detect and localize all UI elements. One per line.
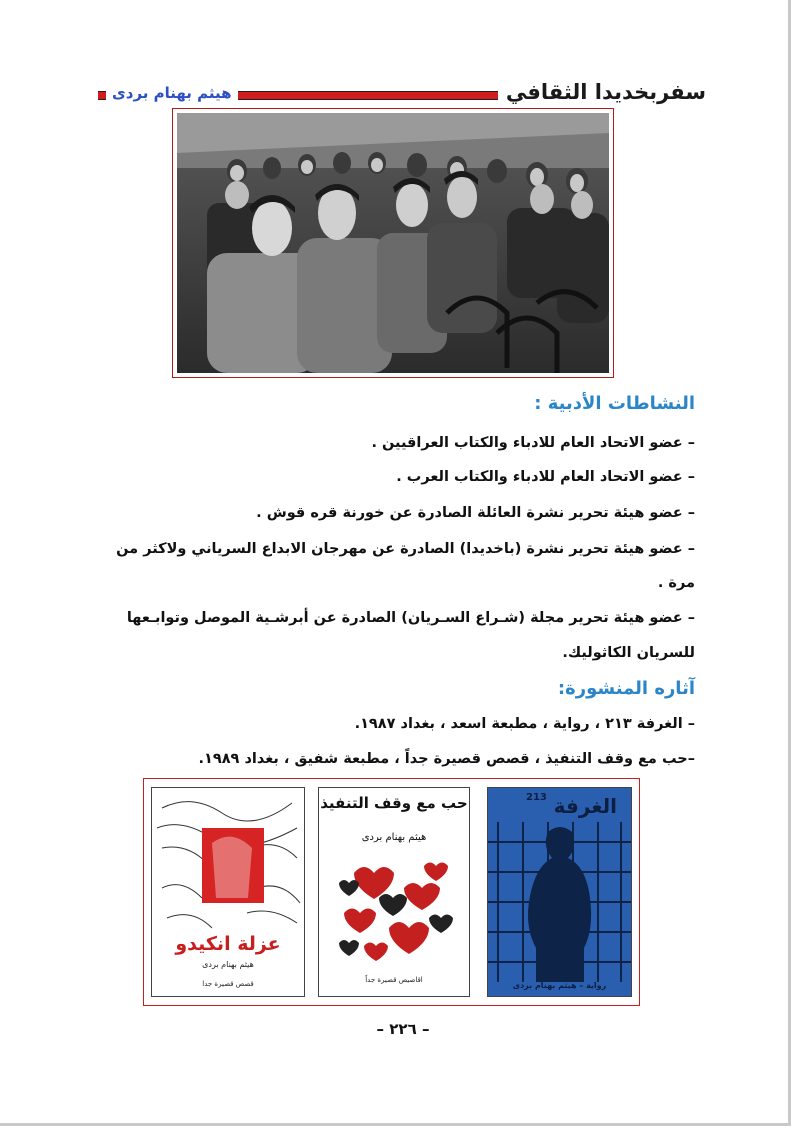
activity-item-4: – عضو هيئة تحرير نشرة (باخديدا) الصادرة عن مهرجان الابداع السرياني ولاكثر من <box>116 541 695 557</box>
cover-right-title: الغرفة <box>553 794 617 818</box>
works-heading: آثاره المنشورة: <box>557 678 695 699</box>
book-cover-left <box>151 787 305 997</box>
cover-middle-author: هيثم بهنام بردى <box>361 832 427 843</box>
header-title: سفربخديدا الثقافي <box>498 77 710 107</box>
cover-left-genre: قصص قصيرة جدا <box>202 980 254 988</box>
header-author: هيثم بهنام بردى <box>106 81 238 105</box>
cover-middle-art <box>334 858 454 968</box>
activity-item-5-cont: للسريان الكاثوليك. <box>562 645 695 661</box>
group-photo-frame <box>172 108 614 378</box>
work-item-1: – الغرفة ٢١٣ ، رواية ، مطبعة اسعد ، بغداد ١٩٨٧. <box>354 716 695 732</box>
activities-heading: النشاطات الأدبية : <box>534 393 695 414</box>
activity-item-4-cont: مرة . <box>657 575 695 591</box>
activity-item-2: – عضو الاتحاد العام للادباء والكتاب العرب . <box>396 469 695 485</box>
work-item-2: –حب مع وقف التنفيذ ، قصص قصيرة جداً ، مطبعة شفيق ، بغداد ١٩٨٩. <box>198 751 695 767</box>
cover-middle-genre: اقاصيص قصيرة جداً <box>365 976 423 984</box>
activity-item-1: – عضو الاتحاد العام للادباء والكتاب العراقيين . <box>371 435 695 451</box>
cover-right-number: 213 <box>526 792 547 803</box>
book-covers-panel <box>143 778 640 1006</box>
cover-right-author: رواية – هيثم بهنام بردى <box>512 981 607 990</box>
page-header <box>98 80 710 105</box>
page-number: – ٢٢٦ – <box>376 1020 430 1038</box>
cover-left-title: عزلة انكيدو <box>175 933 281 955</box>
cover-right-art <box>488 822 631 982</box>
book-cover-right <box>487 787 632 997</box>
cover-left-author: هيثم بهنام بردى <box>202 960 254 969</box>
page-edge-right <box>788 0 791 1123</box>
cover-middle-title: حب مع وقف التنفيذ <box>320 794 468 812</box>
activity-item-5: – عضو هيئة تحرير مجلة (شـراع السـريان) الصادرة عن أبرشـية الموصل وتوابـعها <box>126 610 695 626</box>
book-cover-middle <box>318 787 470 997</box>
group-photo-image <box>177 113 609 373</box>
photo-illustration <box>177 113 609 373</box>
page-edge-bottom <box>0 1123 791 1126</box>
activity-item-3: – عضو هيئة تحرير نشرة العائلة الصادرة عن خورنة قره قوش . <box>256 505 695 521</box>
